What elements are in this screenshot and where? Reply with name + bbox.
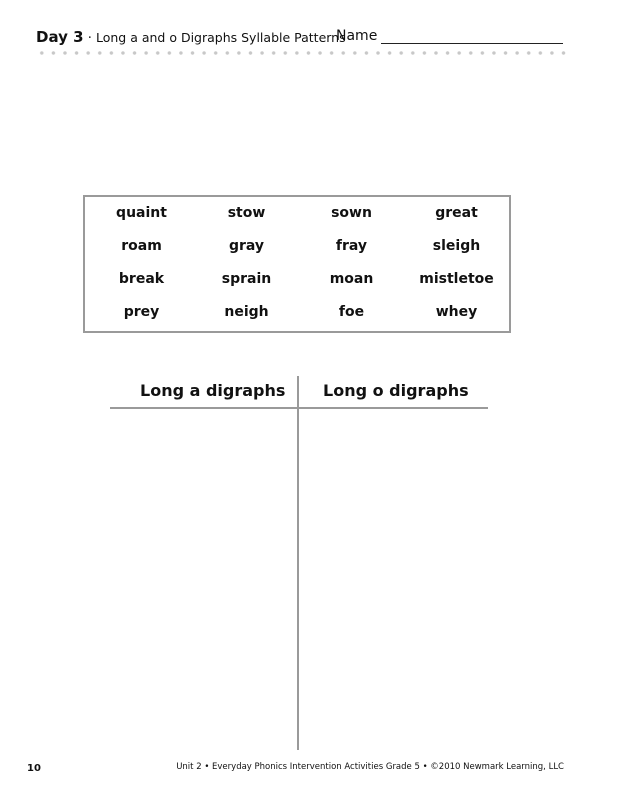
- t-chart-vertical-line: [297, 376, 299, 750]
- word-item: mistletoe: [419, 271, 494, 287]
- long-a-heading: Long a digraphs: [140, 381, 286, 400]
- word-item: stow: [227, 205, 266, 221]
- footer-credit: Unit 2 • Everyday Phonics Intervention Activities Grade 5 • ©2010 Newmark Learning, LLC: [176, 762, 564, 772]
- dotted-divider: [36, 50, 566, 56]
- long-o-heading: Long o digraphs: [323, 381, 469, 400]
- word-item: sprain: [221, 271, 272, 287]
- page-subtitle: Long a and o Digraphs Syllable Patterns: [95, 30, 346, 45]
- page-header: [36, 28, 566, 50]
- word-item: quaint: [116, 205, 167, 221]
- name-label: Name: [336, 28, 378, 44]
- word-item: sown: [331, 205, 372, 221]
- name-field[interactable]: [381, 43, 563, 44]
- header-separator: ·: [87, 31, 92, 46]
- word-box: [83, 195, 511, 333]
- word-grid: [89, 201, 509, 333]
- word-item: moan: [329, 271, 374, 287]
- word-item: neigh: [224, 304, 269, 320]
- word-item: prey: [123, 304, 160, 320]
- word-item: foe: [338, 304, 365, 320]
- word-item: break: [118, 271, 165, 287]
- word-item: fray: [335, 238, 368, 254]
- day-label: Day 3: [36, 28, 84, 46]
- word-item: roam: [121, 238, 162, 254]
- word-item: whey: [435, 304, 478, 320]
- word-item: sleigh: [432, 238, 481, 254]
- page-number: 10: [27, 763, 41, 774]
- word-item: gray: [228, 238, 265, 254]
- word-item: great: [435, 205, 478, 221]
- t-chart-horizontal-line: [110, 407, 488, 409]
